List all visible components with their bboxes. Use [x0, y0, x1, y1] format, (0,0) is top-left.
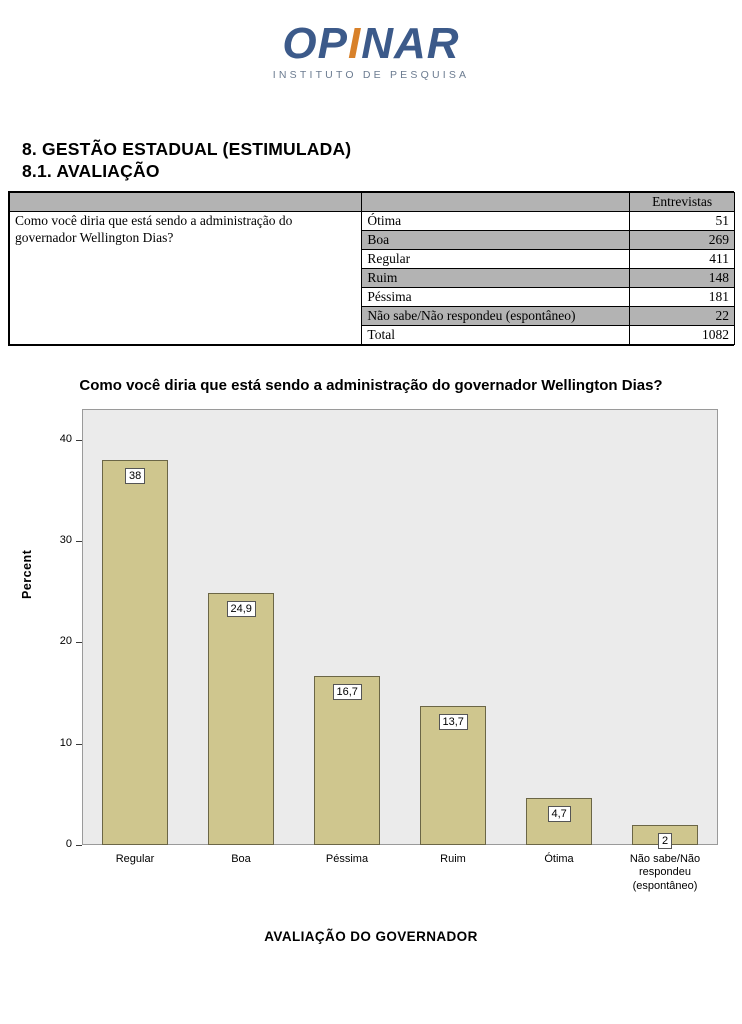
table-option-label: Ótima — [362, 211, 630, 230]
chart-y-tick-mark — [76, 642, 82, 643]
chart-y-tick-label: 10 — [59, 736, 72, 749]
logo-word-part1: OP — [282, 19, 348, 68]
chart-y-tick-mark — [76, 541, 82, 542]
chart-bar-value-label: 16,7 — [333, 684, 362, 700]
chart-bar — [314, 676, 380, 845]
page-subtitle: 8.1. AVALIAÇÃO — [22, 160, 160, 181]
chart-bar — [102, 460, 168, 845]
chart-x-tick-label: Regular — [115, 853, 155, 866]
table-option-value: 269 — [630, 230, 735, 249]
table-header-options — [362, 192, 630, 211]
chart-bar-value-label: 2 — [658, 833, 672, 849]
chart-bar-value-label: 13,7 — [439, 714, 468, 730]
chart-bar-value-label: 4,7 — [548, 806, 571, 822]
results-table — [9, 192, 735, 345]
logo-wordmark — [282, 19, 460, 68]
table-option-label: Regular — [362, 249, 630, 268]
chart-title: Como você diria que está sendo a administração do governador Wellington Dias? — [79, 376, 663, 394]
chart-y-tick-mark — [76, 440, 82, 441]
logo-subtitle: INSTITUTO DE PESQUISA — [272, 69, 470, 81]
chart-plot-area — [82, 409, 718, 845]
chart-x-tick-label: Ruim — [440, 853, 466, 866]
chart-bar — [208, 593, 274, 845]
table-total-value: 1082 — [630, 325, 735, 344]
table-option-value: 181 — [630, 287, 735, 306]
chart-y-axis-label: Percent — [20, 549, 34, 600]
chart-x-tick-label: Boa — [231, 853, 251, 866]
brand-logo — [0, 0, 742, 81]
table-total-label: Total — [362, 325, 630, 344]
page-title: 8. GESTÃO ESTADUAL (ESTIMULADA) — [22, 139, 352, 159]
chart-x-axis-label: AVALIAÇÃO DO GOVERNADOR — [264, 929, 478, 945]
chart-x-tick-label: Péssima — [325, 853, 369, 866]
table-row — [10, 211, 735, 230]
table-question-cell: Como você diria que está sendo a administração do governador Wellington Dias? — [10, 211, 362, 344]
chart-bar-value-label: 24,9 — [227, 601, 256, 617]
table-header-row — [10, 192, 735, 211]
section-headings — [22, 139, 742, 183]
table-header-blank — [10, 192, 362, 211]
table-option-value: 411 — [630, 249, 735, 268]
logo-word-part2: NAR — [361, 19, 460, 68]
chart-y-tick-label: 20 — [59, 635, 72, 648]
table-option-value: 51 — [630, 211, 735, 230]
chart-y-tick-label: 0 — [65, 838, 72, 851]
bar-chart — [0, 409, 742, 945]
logo-flame-icon: I — [348, 19, 362, 68]
table-option-label: Ruim — [362, 268, 630, 287]
results-table-wrapper — [8, 191, 734, 346]
table-header-interviews: Entrevistas — [630, 192, 735, 211]
chart-x-tick-label: Ótima — [544, 853, 574, 866]
chart-x-tick-label: Não sabe/Não respondeu (espontâneo) — [629, 853, 701, 892]
table-option-label: Péssima — [362, 287, 630, 306]
table-option-label: Boa — [362, 230, 630, 249]
chart-bar-value-label: 38 — [125, 468, 145, 484]
chart-y-tick-mark — [76, 845, 82, 846]
chart-y-tick-mark — [76, 744, 82, 745]
table-option-label: Não sabe/Não respondeu (espontâneo) — [362, 306, 630, 325]
table-option-value: 22 — [630, 306, 735, 325]
table-option-value: 148 — [630, 268, 735, 287]
chart-y-tick-label: 40 — [59, 432, 72, 445]
chart-y-tick-label: 30 — [59, 534, 72, 547]
